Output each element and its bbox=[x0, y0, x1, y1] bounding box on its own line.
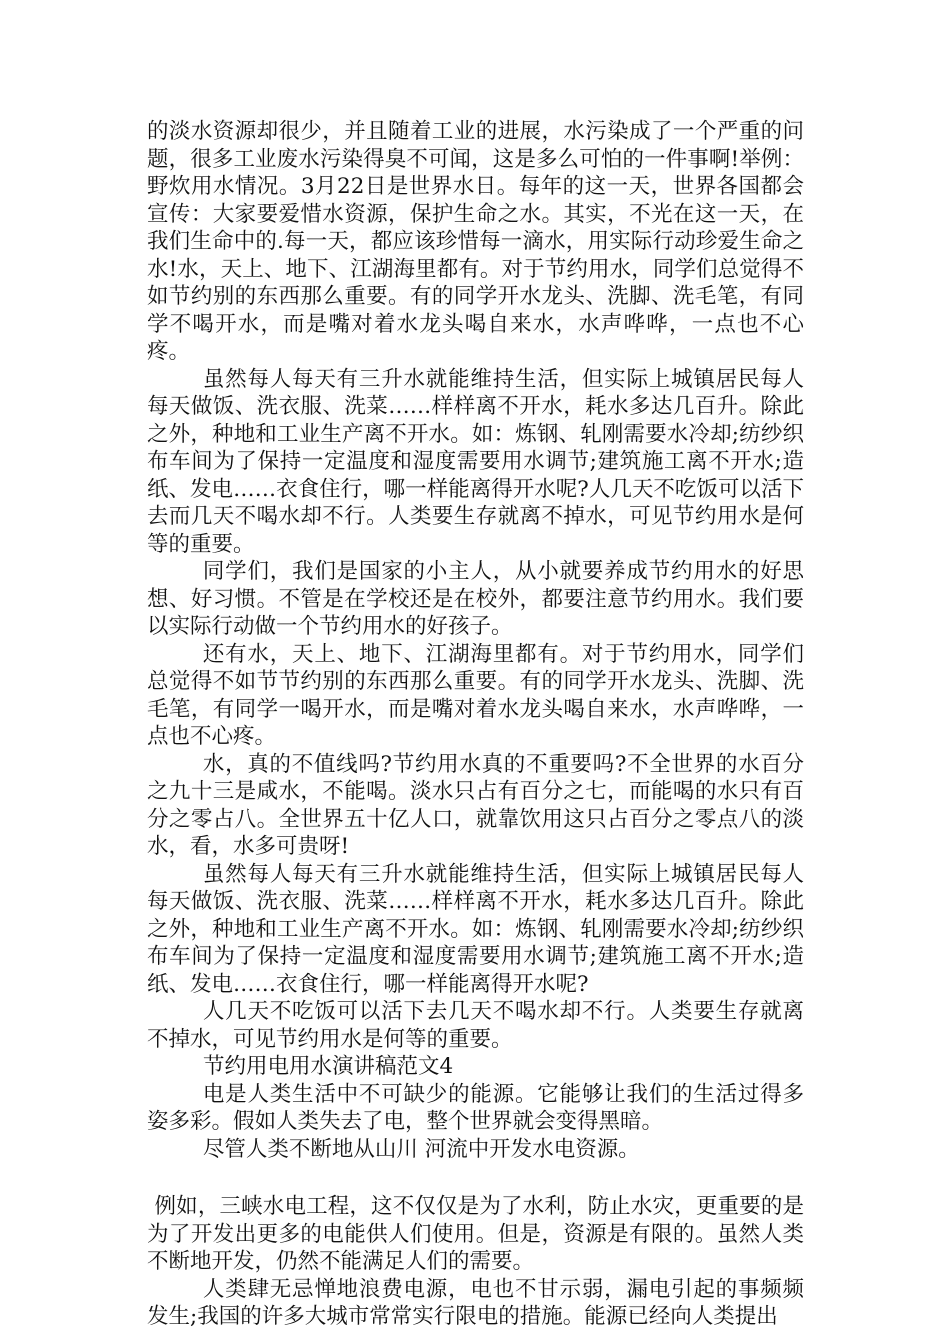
paragraph-9: 尽管人类不断地从山川 河流中开发水电资源。 bbox=[202, 1136, 640, 1162]
paragraph-4: 还有水，天上、地下、江湖海里都有。对于节约用水，同学们总觉得不如节节约别的东西那么重要。有的同学开水龙头、洗脚、洗毛笔，有同学一喝开水，而是嘴对着水龙头喝自来水，水声哗哗，一点也不心疼。 bbox=[147, 641, 804, 749]
paragraph-1: 的淡水资源却很少，并且随着工业的进展，水污染成了一个严重的问题，很多工业废水污染得臭不可闻，这是多么可怕的一件事啊!举例：野炊用水情况。3月22日是世界水日。每年的这一天，世界各国都会宣传：大家要爱惜水资源，保护生命之水。其实，不光在这一天，在我们生命中的.每一天，都应该珍惜每一滴水，用实际行动珍爱生命之水!水，天上、地下、江湖海里都有。对于节约用水，同学们总觉得不如节约别的东西那么重要。有的同学开水龙头、洗脚、洗毛笔，有同学不喝开水，而是嘴对着水龙头喝自来水，水声哗哗，一点也不心疼。 bbox=[147, 119, 804, 364]
page-break-gap bbox=[147, 1163, 804, 1193]
paragraph-2: 虽然每人每天有三升水就能维持生活，但实际上城镇居民每人每天做饭、洗衣服、洗菜……样样离不开水，耗水多达几百升。除此之外，种地和工业生产离不开水。如：炼钢、轧刚需要水冷却;纺纱织布车间为了保持一定温度和湿度需要用水调节;建筑施工离不开水;造纸、发电……衣食住行，哪一样能离得开水呢?人几天不吃饭可以活下去而几天不喝水却不行。人类要生存就离不掉水，可见节约用水是何等的重要。 bbox=[147, 366, 804, 557]
document-page bbox=[147, 118, 804, 1331]
paragraph-5: 水，真的不值线吗?节约用水真的不重要吗?不全世界的水百分之九十三是咸水，不能喝。淡水只占有百分之七，而能喝的水只有百分之零占八。全世界五十亿人口，就靠饮用这只占百分之零点八的淡水，看，水多可贵呀! bbox=[147, 751, 804, 859]
paragraph-10: 例如，三峡水电工程，这不仅仅是为了水利，防止水灾，更重要的是为了开发出更多的电能供人们使用。但是，资源是有限的。虽然人类不断地开发，仍然不能满足人们的需要。 bbox=[147, 1194, 804, 1274]
paragraph-11: 人类肆无忌惮地浪费电源，电也不甘示弱，漏电引起的事频频发生;我国的许多大城市常常实行限电的措施。能源已经向人类提出 bbox=[147, 1276, 804, 1329]
paragraph-7: 人几天不吃饭可以活下去几天不喝水却不行。人类要生存就离不掉水，可见节约用水是何等的重要。 bbox=[147, 999, 804, 1052]
paragraph-8: 电是人类生活中不可缺少的能源。它能够让我们的生活过得多姿多彩。假如人类失去了电，整个世界就会变得黑暗。 bbox=[147, 1081, 804, 1134]
paragraph-6: 虽然每人每天有三升水就能维持生活，但实际上城镇居民每人每天做饭、洗衣服、洗菜……样样离不开水，耗水多达几百升。除此之外，种地和工业生产离不开水。如：炼钢、轧刚需要水冷却;纺纱织布车间为了保持一定温度和湿度需要用水调节;建筑施工离不开水;造纸、发电……衣食住行，哪一样能离得开水呢? bbox=[147, 861, 804, 997]
section-heading: 节约用电用水演讲稿范文4 bbox=[203, 1054, 454, 1079]
paragraph-3: 同学们，我们是国家的小主人，从小就要养成节约用水的好思想、好习惯。不管是在学校还是在校外，都要注意节约用水。我们要以实际行动做一个节约用水的好孩子。 bbox=[147, 559, 804, 639]
